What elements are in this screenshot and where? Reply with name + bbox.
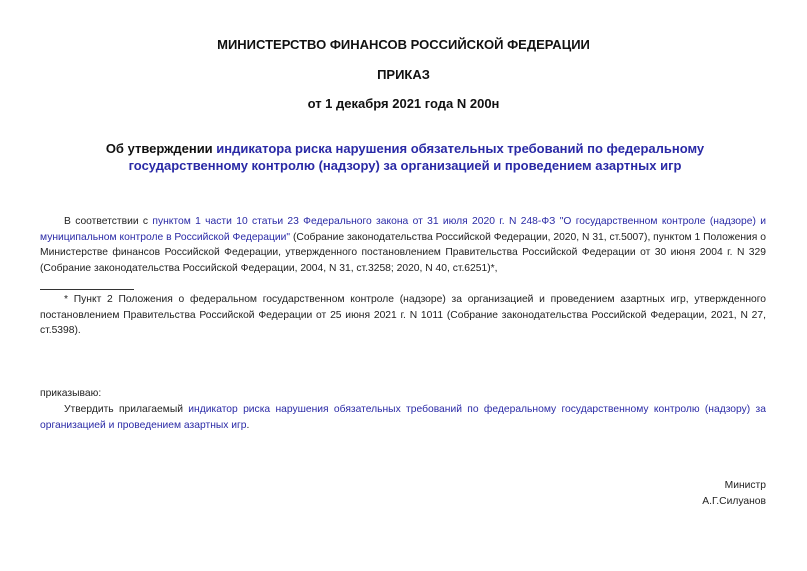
doc-type-heading: ПРИКАЗ	[377, 67, 430, 82]
signature-name: А.Г.Силуанов	[702, 496, 766, 507]
title-prefix: Об утверждении	[105, 141, 217, 156]
signature-position: Министр	[724, 480, 766, 491]
ministry-heading: МИНИСТЕРСТВО ФИНАНСОВ РОССИЙСКОЙ ФЕДЕРАЦИИ	[217, 37, 590, 52]
order-word: приказываю:	[40, 388, 102, 399]
document-title	[60, 140, 750, 174]
order-paragraph	[40, 402, 766, 433]
footnote-divider	[40, 289, 134, 290]
order-text-2: .	[246, 419, 250, 431]
footnote-paragraph: * Пункт 2 Положения о федеральном государственном контроле (надзоре) за организацией и проведением азартных игр, утвержденного постановлением Правительства Российской Федерации от 25 июня 2021 г. N 1011 (Собрание законодательства Российской Федерации, 2021, N 27, ст.5398).	[40, 294, 766, 337]
preamble-text-2: (Собрание законодательства Российской Федерации, 2020, N 31, ст.5007), пунктом 1 Положения о Министерстве финансов Российской Федерации, утвержденного постановлением Правительства Российской Федерации от 30 июня 2004 г. N 329 (Собрание законодательства Российской Федерации, 2004, N 31, ст.3258; 2020, N 40, ст.6251)*,	[40, 231, 766, 274]
title-link[interactable]: индикатора риска нарушения обязательных требований по федеральному государственному контролю (надзору) за организацией и проведением азартных игр	[128, 141, 705, 173]
order-text-1: Утвердить прилагаемый	[64, 404, 189, 415]
indicator-link[interactable]: индикатор риска нарушения обязательных требований по федеральному государственному контролю (надзору) за организацией и проведением азартных игр	[40, 404, 766, 431]
federal-law-link[interactable]: пунктом 1 части 10 статьи 23 Федерального закона от 31 июля 2020 г. N 248-ФЗ "О государственном контроле (надзоре) и муниципальном контроле в Российской Федерации"	[40, 216, 766, 243]
date-number-heading: от 1 декабря 2021 года N 200н	[307, 96, 500, 111]
preamble-text-1: В соответствии с	[64, 216, 153, 227]
preamble-paragraph	[40, 214, 766, 276]
